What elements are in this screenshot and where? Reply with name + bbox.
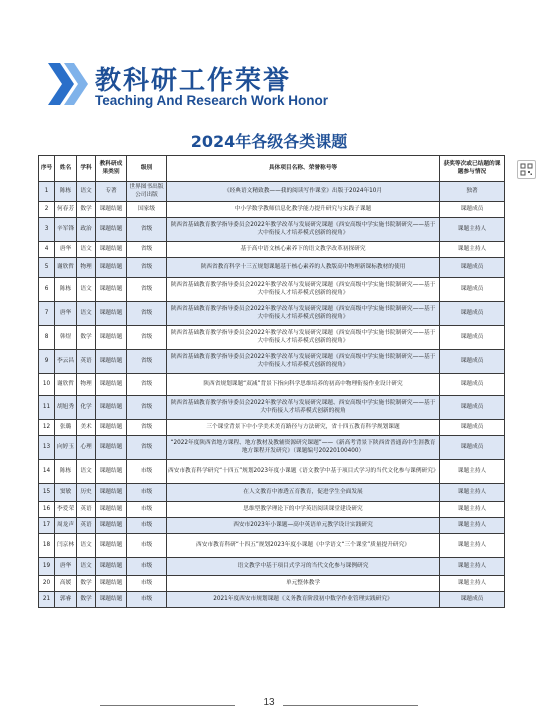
qr-code-icon[interactable] bbox=[517, 160, 536, 179]
name-cell: 辛军锋 bbox=[55, 218, 77, 242]
row-number: 15 bbox=[39, 484, 55, 502]
name-cell: 陈栋 bbox=[55, 460, 77, 484]
category-cell: 课题结题 bbox=[96, 302, 127, 326]
result-cell: 课题主持人 bbox=[440, 218, 505, 242]
level-cell: 省级 bbox=[127, 436, 167, 460]
table-row bbox=[39, 396, 505, 420]
project-cell: “2022年度陕西省地方课程、地方教材及教辅资源研究课题”——《新高考背景下陕西省普通高中生涯教育地方课程开发研究》（课题编号20220100400） bbox=[167, 436, 440, 460]
page-title-english: Teaching And Research Work Honor bbox=[95, 93, 329, 108]
name-cell: 张璐 bbox=[55, 420, 77, 436]
row-number: 21 bbox=[39, 592, 55, 608]
subject-cell: 化学 bbox=[77, 396, 96, 420]
project-cell: 陕西省规划课题“双减”背景下指向科学思维培养的初高中物理衔接作业设计研究 bbox=[167, 374, 440, 396]
project-cell: 基于高中语文核心素养下的语文教学改革初探研究 bbox=[167, 242, 440, 258]
category-cell: 课题结题 bbox=[96, 576, 127, 592]
name-cell: 高媛 bbox=[55, 576, 77, 592]
row-number: 8 bbox=[39, 326, 55, 350]
result-cell: 课题成员 bbox=[440, 258, 505, 278]
table-row bbox=[39, 302, 505, 326]
result-cell: 课题成员 bbox=[440, 374, 505, 396]
project-cell: 思维型教学理论下的中学英语阅读课堂建设研究 bbox=[167, 502, 440, 518]
row-number: 17 bbox=[39, 518, 55, 534]
table-row bbox=[39, 460, 505, 484]
name-cell: 韩煜 bbox=[55, 326, 77, 350]
row-number: 19 bbox=[39, 558, 55, 576]
level-cell: 国家级 bbox=[127, 202, 167, 218]
section-title: 2024年各级各类课题 bbox=[190, 132, 348, 151]
table-row bbox=[39, 558, 505, 576]
project-cell: 中小学数学教师信息化教学能力提升研究与实践子课题 bbox=[167, 202, 440, 218]
row-number: 16 bbox=[39, 502, 55, 518]
row-number: 20 bbox=[39, 576, 55, 592]
row-number: 12 bbox=[39, 420, 55, 436]
name-cell: 闫京林 bbox=[55, 534, 77, 558]
column-header: 姓名 bbox=[55, 156, 77, 182]
name-cell: 谢欣哲 bbox=[55, 374, 77, 396]
column-header: 序号 bbox=[39, 156, 55, 182]
name-cell: 向婷玉 bbox=[55, 436, 77, 460]
table-row bbox=[39, 420, 505, 436]
name-cell: 唐华 bbox=[55, 558, 77, 576]
result-cell: 课题成员 bbox=[440, 202, 505, 218]
table-row bbox=[39, 202, 505, 218]
category-cell: 课题结题 bbox=[96, 258, 127, 278]
category-cell: 课题结题 bbox=[96, 218, 127, 242]
result-cell: 独著 bbox=[440, 182, 505, 202]
project-cell: 陕西省基础教育教学指导委员会2022年教学改革与发展研究课题《西安高级中学实施书院制研究——基于大中衔接人才培养模式创新的视角》 bbox=[167, 350, 440, 374]
result-cell: 课题成员 bbox=[440, 592, 505, 608]
table-row bbox=[39, 576, 505, 592]
project-cell: 陕西省教育科学十三五规划课题基于核心素养的人教版高中物理新课标教材的使用 bbox=[167, 258, 440, 278]
name-cell: 唐华 bbox=[55, 302, 77, 326]
subject-cell: 心理 bbox=[77, 436, 96, 460]
result-cell: 课题主持人 bbox=[440, 558, 505, 576]
name-cell: 陈栋 bbox=[55, 182, 77, 202]
project-cell: 陕西省基础教育教学指导委员会2022年教学改革与发展研究课题《西安高级中学实施书院制研究——基于大中衔接人才培养模式创新的视角》 bbox=[167, 302, 440, 326]
row-number: 13 bbox=[39, 436, 55, 460]
level-cell: 省级 bbox=[127, 258, 167, 278]
result-cell: 课题主持人 bbox=[440, 242, 505, 258]
subject-cell: 历史 bbox=[77, 484, 96, 502]
project-cell: 西安市教育科研“十四五”规划2023年度小课题《中学语文“三个课堂”质量提升研究》 bbox=[167, 534, 440, 558]
row-number: 14 bbox=[39, 460, 55, 484]
name-cell: 唐华 bbox=[55, 242, 77, 258]
name-cell: 陈栋 bbox=[55, 278, 77, 302]
subject-cell: 语文 bbox=[77, 558, 96, 576]
row-number: 3 bbox=[39, 218, 55, 242]
row-number: 1 bbox=[39, 182, 55, 202]
name-cell: 周龙声 bbox=[55, 518, 77, 534]
result-cell: 课题成员 bbox=[440, 278, 505, 302]
project-cell: 2021年度西安市规划课题《义务教育阶段初中数学作业管理实践研究》 bbox=[167, 592, 440, 608]
subject-cell: 语文 bbox=[77, 182, 96, 202]
honors-table bbox=[38, 155, 505, 608]
level-cell: 省级 bbox=[127, 302, 167, 326]
category-cell: 课题结题 bbox=[96, 420, 127, 436]
table-row bbox=[39, 592, 505, 608]
column-header: 学科 bbox=[77, 156, 96, 182]
page-title: 教科研工作荣誉 bbox=[95, 66, 292, 96]
row-number: 11 bbox=[39, 396, 55, 420]
row-number: 7 bbox=[39, 302, 55, 326]
level-cell: 省级 bbox=[127, 374, 167, 396]
row-number: 4 bbox=[39, 242, 55, 258]
level-cell: 市级 bbox=[127, 534, 167, 558]
column-header: 级别 bbox=[127, 156, 167, 182]
project-cell: 在人文教育中渗透五育教育，促进学生全面发展 bbox=[167, 484, 440, 502]
project-cell: 西安市2023年小课题—高中英语单元教学设计实践研究 bbox=[167, 518, 440, 534]
project-cell: 语文教学中基于项目式学习的当代文化参与课例研究 bbox=[167, 558, 440, 576]
chevrons-right-icon bbox=[46, 63, 90, 105]
category-cell: 课题结题 bbox=[96, 502, 127, 518]
level-cell: 省级 bbox=[127, 218, 167, 242]
result-cell: 课题主持人 bbox=[440, 576, 505, 592]
name-cell: 何春芳 bbox=[55, 202, 77, 218]
category-cell: 课题结题 bbox=[96, 350, 127, 374]
name-cell: 李云昌 bbox=[55, 350, 77, 374]
project-cell: 陕西省基础教育教学指导委员会2022年教学改革与发展研究课题《西安高级中学实施书院制研究——基于大中衔接人才培养模式创新的视角》 bbox=[167, 218, 440, 242]
table-row bbox=[39, 534, 505, 558]
row-number: 18 bbox=[39, 534, 55, 558]
result-cell: 课题主持人 bbox=[440, 502, 505, 518]
page-number: 13 bbox=[263, 697, 275, 708]
level-cell: 市级 bbox=[127, 502, 167, 518]
table-row bbox=[39, 242, 505, 258]
category-cell: 课题结题 bbox=[96, 558, 127, 576]
subject-cell: 语文 bbox=[77, 460, 96, 484]
result-cell: 课题成员 bbox=[440, 326, 505, 350]
project-cell: 陕西省基础教育教学指导委员会2022年教学改革与发展研究课题、西安高级中学实施书院制研究——基于大中衔接人才培养模式创新的视角 bbox=[167, 396, 440, 420]
footer-divider-right bbox=[283, 705, 418, 706]
subject-cell: 语文 bbox=[77, 242, 96, 258]
level-cell: 市级 bbox=[127, 558, 167, 576]
level-cell: 市级 bbox=[127, 592, 167, 608]
result-cell: 课题主持人 bbox=[440, 484, 505, 502]
category-cell: 课题结题 bbox=[96, 202, 127, 218]
result-cell: 课题主持人 bbox=[440, 460, 505, 484]
project-cell: 《经典语文精致教——我的阅读写作课堂》出版于2024年10月 bbox=[167, 182, 440, 202]
project-cell: 三个课堂背景下中小学美术美育路径与方法研究，省十四五教育科学规划课题 bbox=[167, 420, 440, 436]
row-number: 5 bbox=[39, 258, 55, 278]
table-row bbox=[39, 350, 505, 374]
category-cell: 课题结题 bbox=[96, 484, 127, 502]
category-cell: 专著 bbox=[96, 182, 127, 202]
result-cell: 课题主持人 bbox=[440, 518, 505, 534]
level-cell: 市级 bbox=[127, 484, 167, 502]
table-row bbox=[39, 502, 505, 518]
result-cell: 课题成员 bbox=[440, 396, 505, 420]
name-cell: 李爱荣 bbox=[55, 502, 77, 518]
category-cell: 课题结题 bbox=[96, 460, 127, 484]
level-cell: 省级 bbox=[127, 350, 167, 374]
category-cell: 课题结题 bbox=[96, 242, 127, 258]
result-cell: 课题成员 bbox=[440, 350, 505, 374]
level-cell: 省级 bbox=[127, 242, 167, 258]
row-number: 9 bbox=[39, 350, 55, 374]
table-row bbox=[39, 182, 505, 202]
column-header: 具体项目名称、荣誉称号等 bbox=[167, 156, 440, 182]
project-cell: 西安市教育科学研究“十四五”规划2023年度小课题《语文教学中基于项目式学习的当代文化参与课例研究》 bbox=[167, 460, 440, 484]
table-row bbox=[39, 484, 505, 502]
name-cell: 谢欣哲 bbox=[55, 258, 77, 278]
project-cell: 单元整体教学 bbox=[167, 576, 440, 592]
name-cell: 窦敏 bbox=[55, 484, 77, 502]
category-cell: 课题结题 bbox=[96, 534, 127, 558]
subject-cell: 数学 bbox=[77, 576, 96, 592]
subject-cell: 数学 bbox=[77, 202, 96, 218]
subject-cell: 美术 bbox=[77, 420, 96, 436]
category-cell: 课题结题 bbox=[96, 436, 127, 460]
table-row bbox=[39, 258, 505, 278]
table-row bbox=[39, 218, 505, 242]
result-cell: 课题成员 bbox=[440, 302, 505, 326]
subject-cell: 数学 bbox=[77, 326, 96, 350]
subject-cell: 物理 bbox=[77, 374, 96, 396]
project-cell: 陕西省基础教育教学指导委员会2022年教学改革与发展研究课题《西安高级中学实施书院制研究——基于大中衔接人才培养模式创新的视角》 bbox=[167, 278, 440, 302]
subject-cell: 英语 bbox=[77, 518, 96, 534]
table-row bbox=[39, 518, 505, 534]
level-cell: 省级 bbox=[127, 278, 167, 302]
category-cell: 课题结题 bbox=[96, 592, 127, 608]
subject-cell: 物理 bbox=[77, 258, 96, 278]
level-cell: 市级 bbox=[127, 518, 167, 534]
level-cell: 市级 bbox=[127, 576, 167, 592]
category-cell: 课题结题 bbox=[96, 278, 127, 302]
subject-cell: 语文 bbox=[77, 278, 96, 302]
level-cell: 省级 bbox=[127, 326, 167, 350]
level-cell: 世界图书出版公司出版 bbox=[127, 182, 167, 202]
level-cell: 市级 bbox=[127, 460, 167, 484]
project-cell: 陕西省基础教育教学指导委员会2022年教学改革与发展研究课题《西安高级中学实施书院制研究——基于大中衔接人才培养模式创新的视角》 bbox=[167, 326, 440, 350]
table-header-row bbox=[39, 156, 505, 182]
result-cell: 课题成员 bbox=[440, 420, 505, 436]
subject-cell: 政治 bbox=[77, 218, 96, 242]
column-header: 获奖等次或已结题的课题参与情况 bbox=[440, 156, 505, 182]
subject-cell: 英语 bbox=[77, 350, 96, 374]
row-number: 6 bbox=[39, 278, 55, 302]
name-cell: 郭睿 bbox=[55, 592, 77, 608]
category-cell: 课题结题 bbox=[96, 374, 127, 396]
name-cell: 胡旭秀 bbox=[55, 396, 77, 420]
level-cell: 省级 bbox=[127, 396, 167, 420]
column-header: 教科研成果类别 bbox=[96, 156, 127, 182]
subject-cell: 语文 bbox=[77, 302, 96, 326]
result-cell: 课题主持人 bbox=[440, 534, 505, 558]
row-number: 10 bbox=[39, 374, 55, 396]
table-row bbox=[39, 278, 505, 302]
subject-cell: 英语 bbox=[77, 502, 96, 518]
table-row bbox=[39, 326, 505, 350]
row-number: 2 bbox=[39, 202, 55, 218]
category-cell: 课题结题 bbox=[96, 326, 127, 350]
table-row bbox=[39, 374, 505, 396]
category-cell: 课题结题 bbox=[96, 518, 127, 534]
table-row bbox=[39, 436, 505, 460]
result-cell: 课题成员 bbox=[440, 436, 505, 460]
subject-cell: 语文 bbox=[77, 534, 96, 558]
category-cell: 课题结题 bbox=[96, 396, 127, 420]
subject-cell: 数学 bbox=[77, 592, 96, 608]
level-cell: 省级 bbox=[127, 420, 167, 436]
